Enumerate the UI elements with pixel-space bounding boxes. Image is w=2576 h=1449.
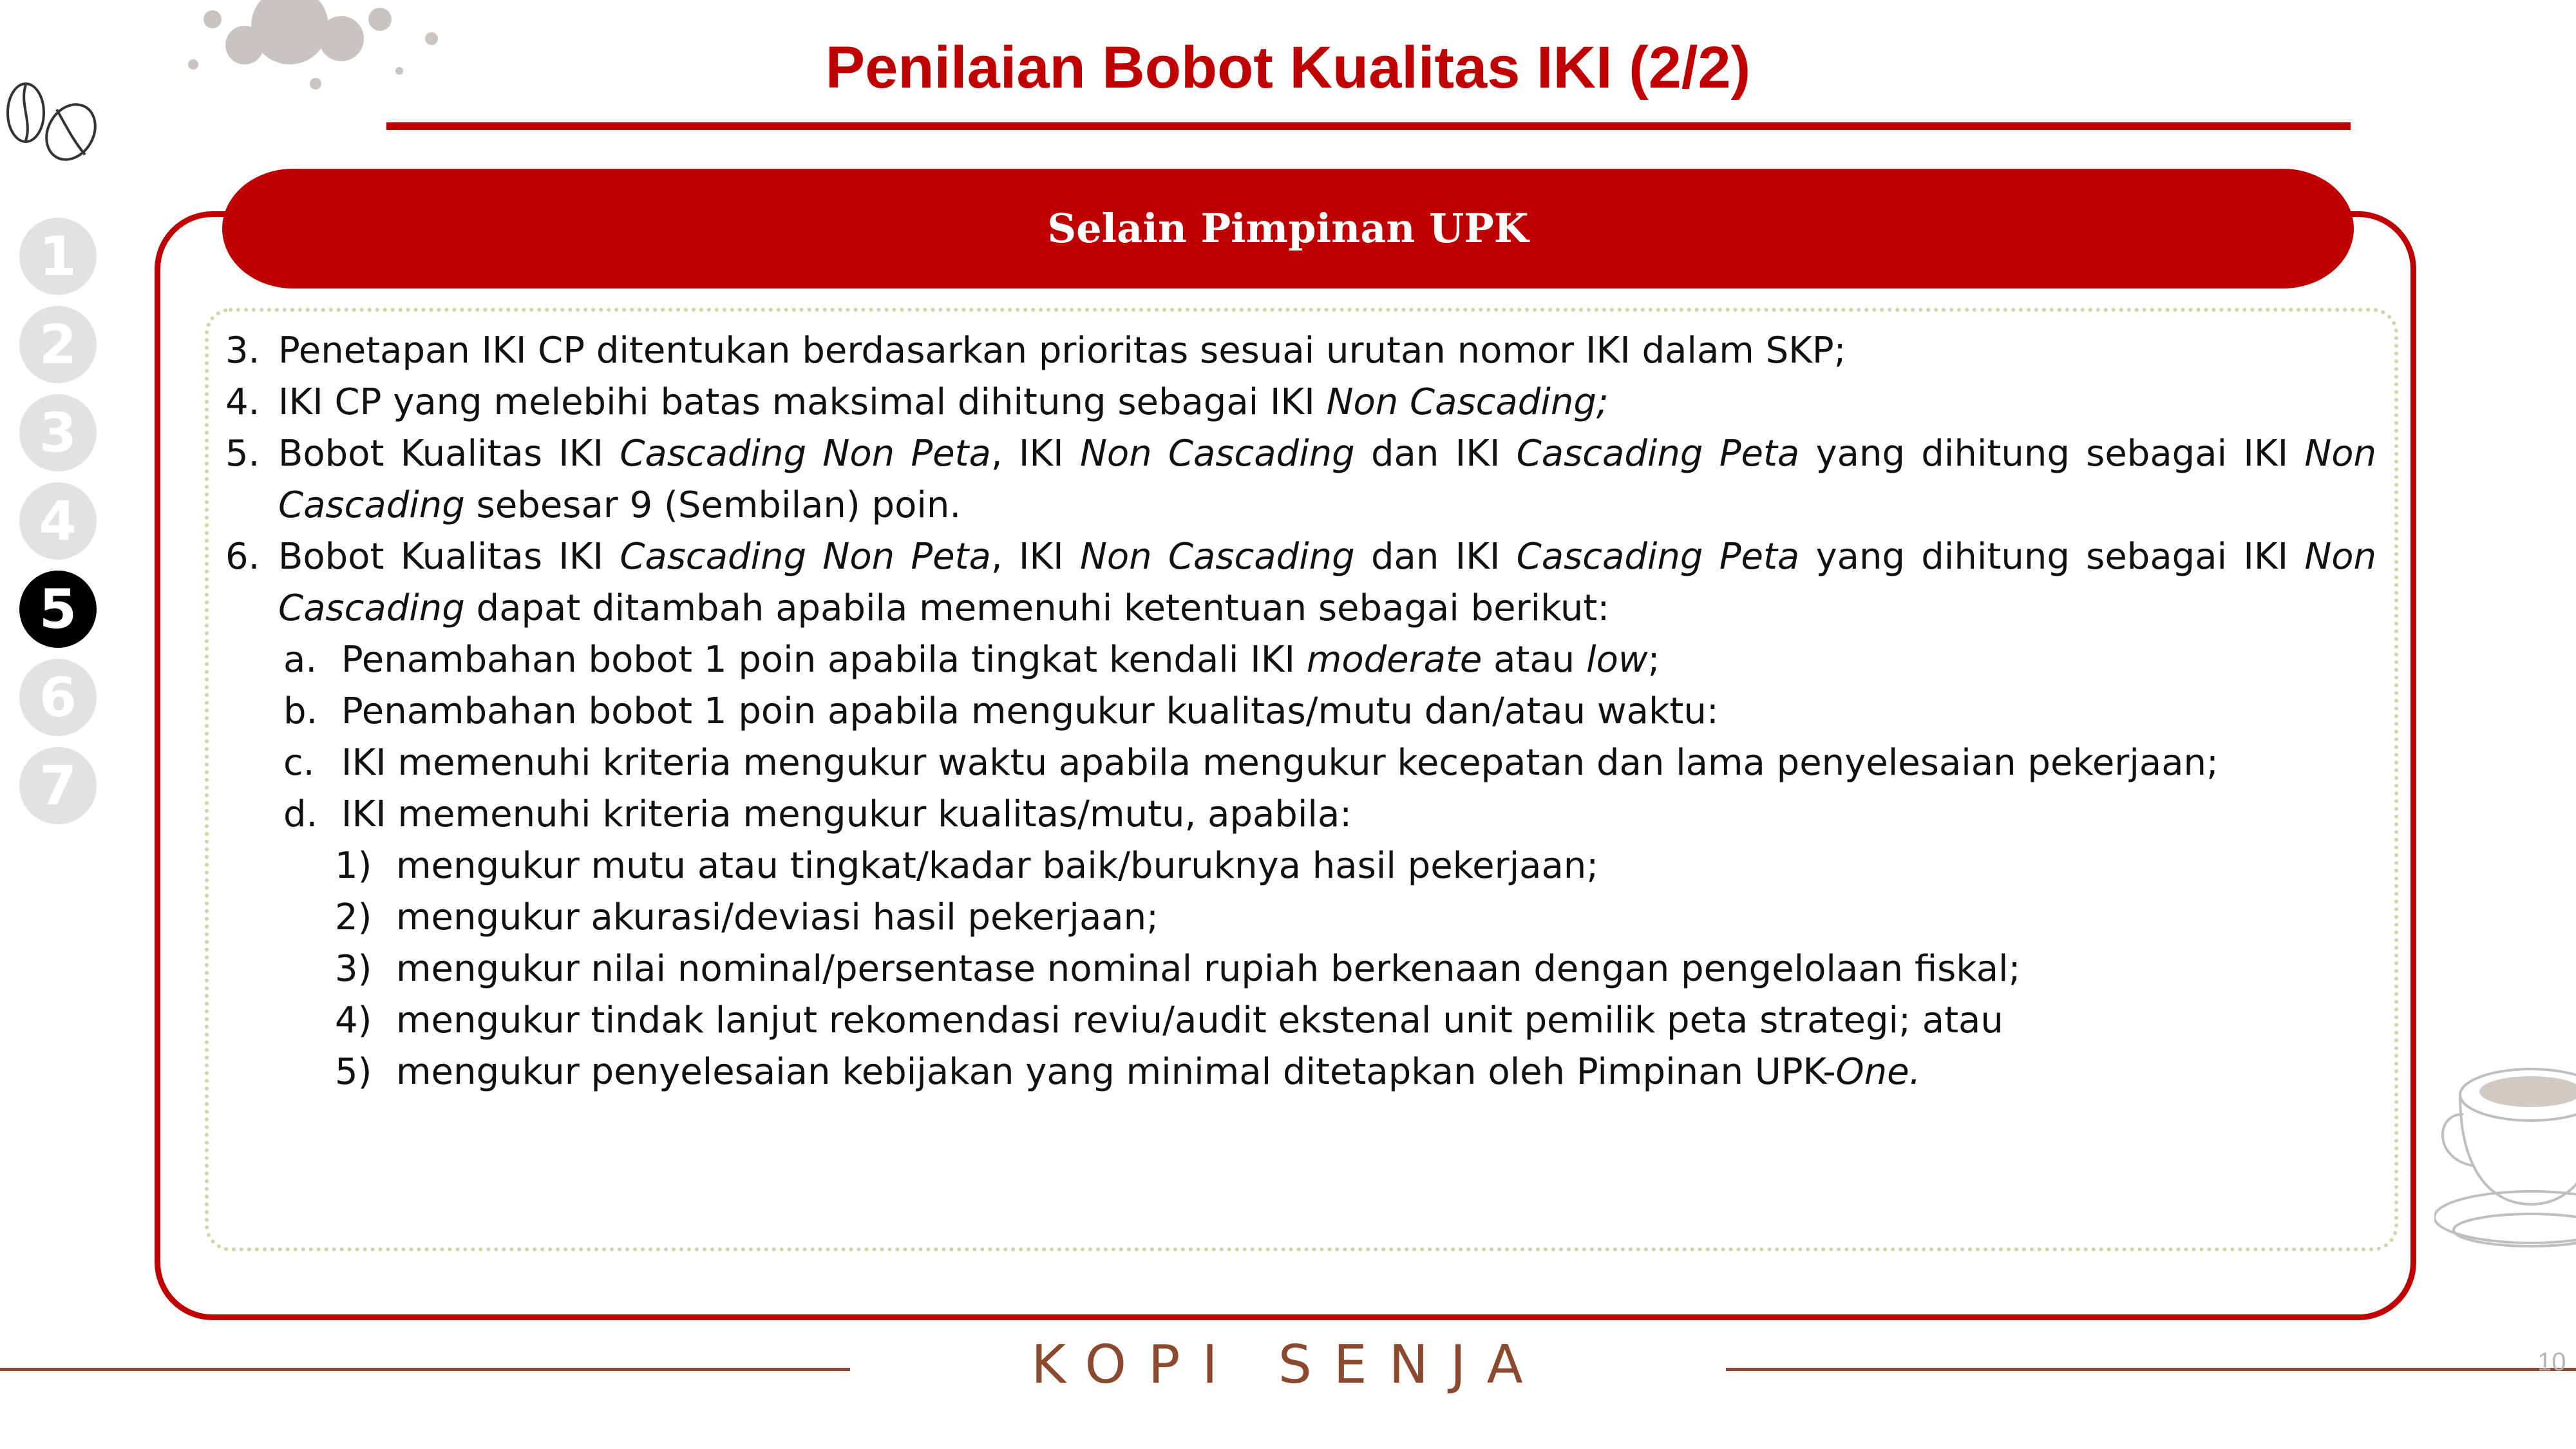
sub-sub-item-5 bbox=[225, 1046, 2376, 1098]
sub-item-b bbox=[225, 686, 2376, 737]
list-text: Bobot Kualitas IKI Cascading Non Peta, IKI Non Cascading dan IKI Cascading Peta yang dihitung sebagai IKI Non Cascading dapat ditambah apabila memenuhi ketentuan sebagai berikut: bbox=[278, 536, 2377, 629]
section-banner: Selain Pimpinan UPK bbox=[222, 169, 2354, 289]
sub-item-d bbox=[225, 789, 2376, 840]
list-marker: 3) bbox=[335, 948, 372, 990]
list-marker: 1) bbox=[335, 845, 372, 887]
list-marker: b. bbox=[283, 690, 318, 732]
coffee-beans-icon bbox=[0, 77, 103, 174]
list-text: IKI memenuhi kriteria mengukur kualitas/mutu, apabila: bbox=[341, 793, 1352, 835]
page-number: 10 bbox=[2537, 1348, 2566, 1376]
list-marker: c. bbox=[283, 742, 315, 784]
list-marker: 5. bbox=[225, 433, 260, 475]
list-marker: 4) bbox=[335, 999, 372, 1041]
list-marker: 2) bbox=[335, 896, 372, 938]
list-text: mengukur penyelesaian kebijakan yang minimal ditetapkan oleh Pimpinan UPK-One. bbox=[396, 1051, 1921, 1093]
sub-sub-item-2 bbox=[225, 892, 2376, 943]
sub-item-a bbox=[225, 634, 2376, 686]
section-nav bbox=[19, 218, 103, 835]
page-title: Penilaian Bobot Kualitas IKI (2/2) bbox=[825, 35, 1751, 100]
list-text: Bobot Kualitas IKI Cascading Non Peta, IKI Non Cascading dan IKI Cascading Peta yang dihitung sebagai IKI Non Cascading sebesar 9 (Sembilan) poin. bbox=[278, 433, 2377, 526]
list-text: IKI memenuhi kriteria mengukur waktu apabila mengukur kecepatan dan lama penyelesaian pekerjaan; bbox=[341, 742, 2219, 784]
list-marker: 5) bbox=[335, 1051, 372, 1093]
list-text: Penambahan bobot 1 poin apabila tingkat kendali IKI moderate atau low; bbox=[341, 639, 1660, 681]
footer-divider-left bbox=[0, 1368, 850, 1371]
list-item-4 bbox=[225, 377, 2376, 428]
list-marker: 4. bbox=[225, 381, 260, 423]
footer-divider-right bbox=[1726, 1368, 2576, 1371]
list-marker: d. bbox=[283, 793, 318, 835]
list-item-3 bbox=[225, 325, 2376, 377]
nav-item-5[interactable]: 5 bbox=[19, 571, 97, 648]
list-text: mengukur nilai nominal/persentase nominal rupiah berkenaan dengan pengelolaan fiskal; bbox=[396, 948, 2021, 990]
footer-brand: KOPI SENJA bbox=[1031, 1334, 1545, 1396]
content-list bbox=[225, 325, 2376, 1098]
nav-item-4[interactable]: 4 bbox=[19, 482, 97, 560]
sub-sub-item-1 bbox=[225, 840, 2376, 892]
list-item-5 bbox=[225, 428, 2376, 531]
nav-item-2[interactable]: 2 bbox=[19, 306, 97, 383]
sub-item-c bbox=[225, 737, 2376, 789]
title-underline bbox=[386, 122, 2351, 130]
list-text: Penetapan IKI CP ditentukan berdasarkan prioritas sesuai urutan nomor IKI dalam SKP; bbox=[278, 330, 1846, 372]
list-text: mengukur mutu atau tingkat/kadar baik/buruknya hasil pekerjaan; bbox=[396, 845, 1599, 887]
list-text: Penambahan bobot 1 poin apabila mengukur kualitas/mutu dan/atau waktu: bbox=[341, 690, 1719, 732]
list-text: IKI CP yang melebihi batas maksimal dihitung sebagai IKI Non Cascading; bbox=[278, 381, 1609, 423]
coffee-cup-icon bbox=[2434, 1043, 2576, 1288]
nav-item-6[interactable]: 6 bbox=[19, 659, 97, 736]
nav-item-3[interactable]: 3 bbox=[19, 394, 97, 471]
list-text: mengukur tindak lanjut rekomendasi reviu/audit ekstenal unit pemilik peta strategi; atau bbox=[396, 999, 2003, 1041]
nav-item-7[interactable]: 7 bbox=[19, 747, 97, 824]
list-marker: 6. bbox=[225, 536, 260, 578]
sub-sub-item-3 bbox=[225, 943, 2376, 995]
sub-sub-item-4 bbox=[225, 995, 2376, 1046]
list-item-6 bbox=[225, 531, 2376, 634]
nav-item-1[interactable]: 1 bbox=[19, 218, 97, 295]
list-marker: 3. bbox=[225, 330, 260, 372]
list-text: mengukur akurasi/deviasi hasil pekerjaan; bbox=[396, 896, 1159, 938]
list-marker: a. bbox=[283, 639, 317, 681]
